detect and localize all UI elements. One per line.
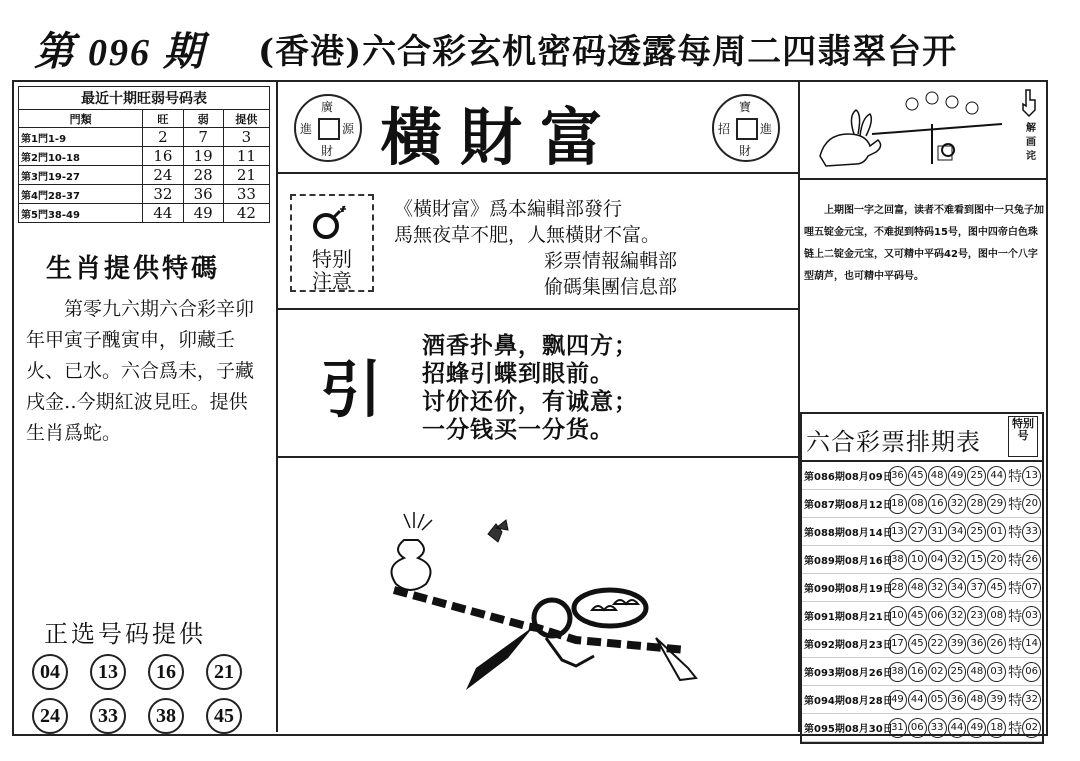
draw-number: 16	[928, 494, 947, 514]
notice-line: 《橫財富》爲本編輯部發行	[394, 198, 623, 220]
draw-number: 32	[948, 550, 967, 570]
draw-number: 18	[987, 718, 1006, 738]
draw-number: 18	[888, 494, 907, 514]
cell: 11	[223, 147, 269, 166]
cell: 16	[143, 147, 183, 166]
draw-number: 04	[928, 550, 947, 570]
draw-number: 02	[928, 662, 947, 682]
col-header: 弱	[183, 110, 223, 128]
draw-number: 31	[888, 718, 907, 738]
schedule-rows	[802, 462, 1042, 742]
coin-char: 廣	[321, 100, 334, 114]
draw-number: 05	[928, 690, 947, 710]
draw-number: 20	[987, 550, 1006, 570]
draw-number: 27	[908, 522, 927, 542]
special-marker: 特	[1008, 524, 1023, 541]
schedule-title: 六合彩票排期表	[806, 428, 981, 456]
special-marker: 特	[1008, 664, 1023, 681]
cell: 42	[223, 204, 269, 223]
pick-number: 13	[90, 654, 126, 690]
zodiac-text: 第零九六期六合彩辛卯年甲寅子醜寅申，卯藏壬火、已水。六合爲未，子藏戌金‥今期紅波見旺。提供生肖爲蛇。	[26, 298, 255, 444]
table-row	[19, 128, 270, 147]
draw-number: 34	[948, 522, 967, 542]
notice-line: 馬無夜草不肥，人無橫財不富。	[394, 224, 661, 246]
draw-number: 16	[908, 662, 927, 682]
cell: 7	[183, 128, 223, 147]
draw-number: 06	[908, 718, 927, 738]
poem-text	[422, 332, 638, 444]
row-label: 第2門10-18	[19, 147, 143, 166]
cell: 36	[183, 185, 223, 204]
draw-number: 34	[948, 578, 967, 598]
page-title: (香港)六合彩玄机密码透露每周二四翡翠台开	[258, 32, 958, 72]
period-label: 第088期08月14日	[804, 528, 893, 539]
draw-number: 44	[908, 690, 927, 710]
draw-number: 44	[948, 718, 967, 738]
draw-number: 48	[967, 662, 986, 682]
draw-number: 49	[888, 690, 907, 710]
records-table	[18, 86, 270, 223]
special-number: 14	[1022, 634, 1041, 654]
draw-number: 48	[928, 466, 947, 486]
draw-number: 31	[928, 522, 947, 542]
notice-text	[394, 196, 784, 300]
riddle-picture	[798, 82, 1046, 180]
coin-left-icon	[294, 94, 362, 162]
draw-number: 36	[967, 634, 986, 654]
period-label: 第094期08月28日	[804, 696, 893, 707]
period-label: 第090期08月19日	[804, 584, 893, 595]
period-label: 第089期08月16日	[804, 556, 893, 567]
draw-number: 49	[948, 466, 967, 486]
coin-char: 進	[760, 122, 773, 136]
period-label: 第091期08月21日	[804, 612, 893, 623]
picks-title: 正选号码提供	[44, 620, 206, 648]
draw-number: 32	[948, 494, 967, 514]
cell: 44	[143, 204, 183, 223]
period-label: 第087期08月12日	[804, 500, 893, 511]
schedule-table	[800, 412, 1044, 744]
col-header: 提供	[223, 110, 269, 128]
table-row	[802, 574, 1042, 602]
poem-section	[276, 310, 798, 458]
draw-number: 38	[888, 662, 907, 682]
draw-number: 28	[967, 494, 986, 514]
brand-title: 橫財富	[380, 101, 621, 174]
draw-number: 37	[967, 578, 986, 598]
rabbit-drawing-icon	[802, 84, 1022, 176]
coin-char: 招	[718, 122, 731, 136]
draw-number: 36	[888, 466, 907, 486]
draw-number: 22	[928, 634, 947, 654]
coin-char: 寶	[739, 100, 752, 114]
right-column	[798, 82, 1046, 737]
special-marker: 特	[1008, 468, 1023, 485]
pick-number: 04	[32, 654, 68, 690]
records-header-row	[19, 110, 270, 128]
coin-char: 源	[342, 122, 355, 136]
poem-line: 讨价还价，有诚意；	[422, 389, 638, 415]
period-label: 第095期08月30日	[804, 724, 893, 735]
poem-line: 招蜂引蝶到眼前。	[422, 361, 614, 387]
special-number: 32	[1022, 690, 1041, 710]
col-header: 旺	[143, 110, 183, 128]
special-number: 03	[1022, 606, 1041, 626]
picks-grid	[32, 654, 264, 734]
draw-number: 48	[967, 690, 986, 710]
special-number: 07	[1022, 578, 1041, 598]
draw-number: 45	[908, 634, 927, 654]
table-row	[802, 686, 1042, 714]
row-label: 第4門28-37	[19, 185, 143, 204]
middle-column	[276, 82, 800, 732]
pick-number: 33	[90, 698, 126, 734]
pick-number: 45	[206, 698, 242, 734]
draw-number: 01	[987, 522, 1006, 542]
riddle-tag: 解画诧	[1026, 123, 1036, 162]
notice-line: 彩票情報編輯部	[544, 250, 678, 272]
special-number: 02	[1022, 718, 1041, 738]
cell: 32	[143, 185, 183, 204]
notice-label-2: 注意	[312, 269, 352, 293]
scale-drawing-icon	[276, 458, 798, 730]
special-marker: 特	[1008, 636, 1023, 653]
draw-number: 08	[987, 606, 1006, 626]
bomb-icon	[310, 202, 354, 242]
table-row	[802, 462, 1042, 490]
draw-number: 29	[987, 494, 1006, 514]
draw-number: 45	[908, 606, 927, 626]
draw-number: 33	[928, 718, 947, 738]
row-label: 第5門38-49	[19, 204, 143, 223]
pick-number: 38	[148, 698, 184, 734]
draw-number: 25	[967, 522, 986, 542]
draw-number: 32	[948, 606, 967, 626]
poem-mark: 引	[320, 353, 383, 426]
pick-number: 24	[32, 698, 68, 734]
cell: 3	[223, 128, 269, 147]
draw-number: 08	[908, 494, 927, 514]
riddle-drawing	[276, 458, 798, 730]
draw-number: 32	[928, 578, 947, 598]
issue-suffix: 期	[163, 29, 205, 74]
coin-char: 進	[300, 122, 313, 136]
schedule-header	[802, 414, 1042, 462]
table-row	[802, 546, 1042, 574]
special-number: 26	[1022, 550, 1041, 570]
pick-number: 16	[148, 654, 184, 690]
left-column	[14, 82, 278, 732]
table-row	[19, 185, 270, 204]
draw-number: 10	[908, 550, 927, 570]
pick-number: 21	[206, 654, 242, 690]
special-marker: 特	[1008, 608, 1023, 625]
table-row	[802, 518, 1042, 546]
poem-line: 一分钱买一分货。	[422, 417, 614, 443]
notice-badge	[290, 194, 374, 292]
special-number: 20	[1022, 494, 1041, 514]
zodiac-title: 生肖提供特碼	[46, 254, 221, 284]
coin-char: 財	[739, 144, 752, 158]
draw-number: 26	[987, 634, 1006, 654]
table-row	[802, 602, 1042, 630]
table-row	[802, 714, 1042, 742]
draw-number: 36	[948, 690, 967, 710]
special-marker: 特	[1008, 496, 1023, 513]
notice-label-1: 特别	[312, 247, 352, 271]
period-label: 第092期08月23日	[804, 640, 893, 651]
issue-num: 096	[88, 32, 151, 74]
draw-number: 06	[928, 606, 947, 626]
cell: 24	[143, 166, 183, 185]
special-label: 特别号	[1008, 416, 1038, 457]
draw-number: 48	[908, 578, 927, 598]
logo-banner	[276, 82, 798, 174]
table-row	[802, 630, 1042, 658]
table-row	[802, 658, 1042, 686]
coin-right-icon	[712, 94, 780, 162]
cell: 28	[183, 166, 223, 185]
draw-number: 23	[967, 606, 986, 626]
draw-number: 45	[908, 466, 927, 486]
special-number: 13	[1022, 466, 1041, 486]
draw-number: 13	[888, 522, 907, 542]
draw-number: 45	[987, 578, 1006, 598]
hand-pointer-icon	[1020, 88, 1038, 118]
notice-section	[276, 174, 798, 310]
page-header	[30, 12, 1050, 72]
row-label: 第1門1-9	[19, 128, 143, 147]
cell: 33	[223, 185, 269, 204]
period-label: 第086期08月09日	[804, 472, 893, 483]
cell: 49	[183, 204, 223, 223]
table-row	[19, 147, 270, 166]
special-marker: 特	[1008, 580, 1023, 597]
special-number: 06	[1022, 662, 1041, 682]
poem-line: 酒香扑鼻，飘四方；	[422, 333, 638, 359]
draw-number: 39	[948, 634, 967, 654]
table-row	[19, 166, 270, 185]
draw-number: 03	[987, 662, 1006, 682]
draw-number: 10	[888, 606, 907, 626]
draw-number: 28	[888, 578, 907, 598]
table-row	[802, 490, 1042, 518]
special-marker: 特	[1008, 552, 1023, 569]
issue-number	[34, 20, 205, 77]
row-label: 第3門19-27	[19, 166, 143, 185]
draw-number: 39	[987, 690, 1006, 710]
coin-char: 財	[321, 144, 334, 158]
notice-line: 偷碼集團信息部	[544, 276, 678, 298]
draw-number: 38	[888, 550, 907, 570]
riddle-text: 上期图一字之回富，读者不难看到图中一只兔子加哩五锭金元宝，不难捉到特码15号，图中四帝白色珠链上二锭金元宝，又可精中平码42号，图中一个八字型葫芦，也可精中平码号。	[804, 205, 1044, 282]
col-header: 門類	[19, 110, 143, 128]
cell: 19	[183, 147, 223, 166]
table-row	[19, 204, 270, 223]
draw-number: 17	[888, 634, 907, 654]
special-marker: 特	[1008, 720, 1023, 737]
special-marker: 特	[1008, 692, 1023, 709]
draw-number: 44	[987, 466, 1006, 486]
cell: 2	[143, 128, 183, 147]
issue-prefix: 第	[34, 29, 76, 74]
draw-number: 49	[967, 718, 986, 738]
draw-number: 25	[967, 466, 986, 486]
special-number: 33	[1022, 522, 1041, 542]
draw-number: 15	[967, 550, 986, 570]
period-label: 第093期08月26日	[804, 668, 893, 679]
draw-number: 25	[948, 662, 967, 682]
records-title: 最近十期旺弱号码表	[18, 86, 270, 109]
cell: 21	[223, 166, 269, 185]
